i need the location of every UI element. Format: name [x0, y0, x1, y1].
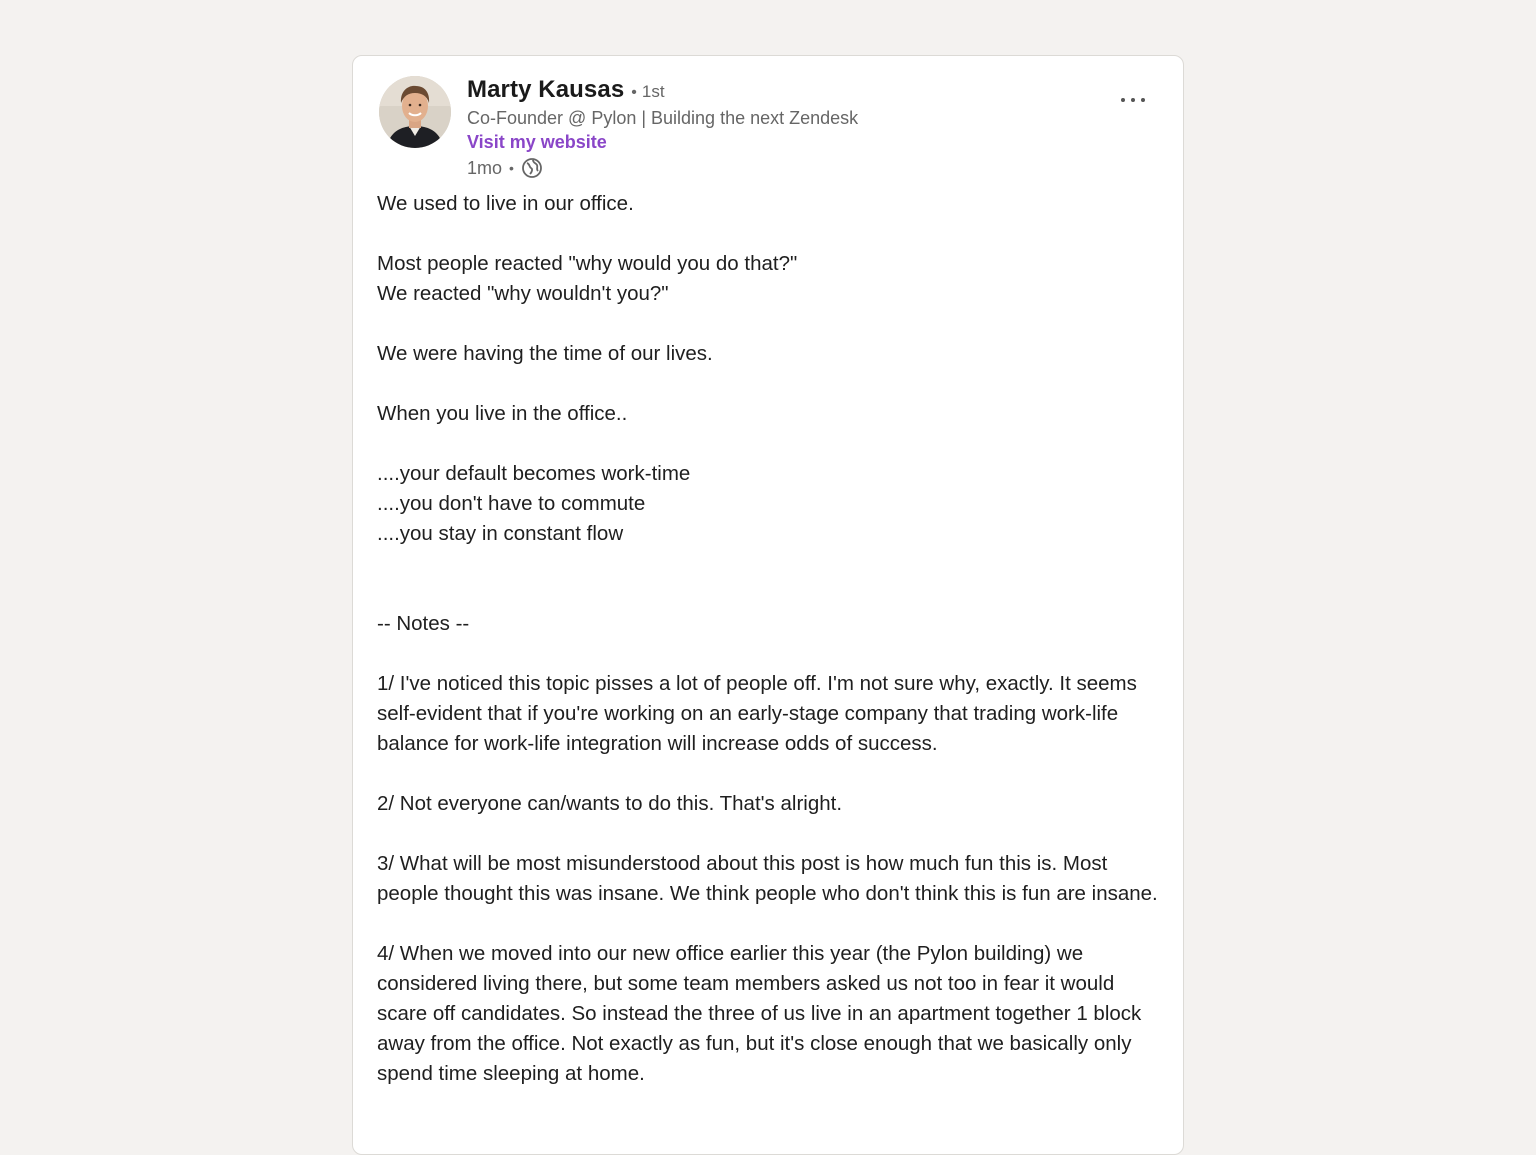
connection-degree: 1st [641, 82, 665, 101]
blank-line [377, 579, 1167, 609]
post-line: ....you stay in constant flow [377, 522, 624, 545]
more-options-button[interactable] [1113, 90, 1153, 110]
post-time: 1mo [467, 158, 503, 178]
blank-line [377, 639, 1167, 669]
post-meta [467, 155, 858, 181]
author-info [467, 76, 858, 181]
meta-separator: • [509, 160, 514, 176]
blank-line [377, 759, 1167, 789]
blank-line [377, 549, 1167, 579]
note-item: 1/ I've noticed this topic pisses a lot of people off. I'm not sure why, exactly. It seems self-evident that if you're working on an early-stage company that trading work-life balance for work-life integration will increase odds of success. [377, 672, 1137, 755]
post-line: ....you don't have to commute [377, 492, 646, 515]
avatar-image [379, 76, 451, 148]
post-line: We used to live in our office. [377, 192, 634, 215]
globe-icon [521, 157, 543, 179]
note-item: 3/ What will be most misunderstood about this post is how much fun this is. Most people thought this was insane. We think people who don't think this is fun are insane. [377, 852, 1158, 905]
post-line: When you live in the office.. [377, 402, 628, 425]
post-line: Most people reacted "why would you do that?" [377, 252, 798, 275]
author-name-line [467, 76, 858, 104]
blank-line [377, 369, 1167, 399]
degree-separator: • [631, 84, 637, 101]
post-card [352, 55, 1184, 1155]
post-header [379, 76, 1159, 186]
note-item: 2/ Not everyone can/wants to do this. That's alright. [377, 792, 843, 815]
author-headline: Co-Founder @ Pylon | Building the next Zendesk [467, 108, 859, 128]
blank-line [377, 309, 1167, 339]
note-item: 4/ When we moved into our new office earlier this year (the Pylon building) we considered living there, but some team members asked us not too in fear it would scare off candidates. So instead the three of us live in an apartment together 1 block away from the office. Not exactly as fun, but it's close enough that we basically only spend time sleeping at home. [377, 942, 1142, 1085]
blank-line [377, 219, 1167, 249]
visit-website-link[interactable]: Visit my website [467, 132, 607, 152]
avatar[interactable] [379, 76, 451, 148]
post-line: We were having the time of our lives. [377, 342, 713, 365]
author-name[interactable]: Marty Kausas [467, 76, 625, 103]
ellipsis-icon [1120, 97, 1146, 103]
blank-line [377, 819, 1167, 849]
post-line: ....your default becomes work-time [377, 462, 691, 485]
notes-heading: -- Notes -- [377, 612, 470, 635]
blank-line [377, 909, 1167, 939]
post-line: We reacted "why wouldn't you?" [377, 282, 669, 305]
post-body [377, 189, 1167, 1089]
blank-line [377, 429, 1167, 459]
